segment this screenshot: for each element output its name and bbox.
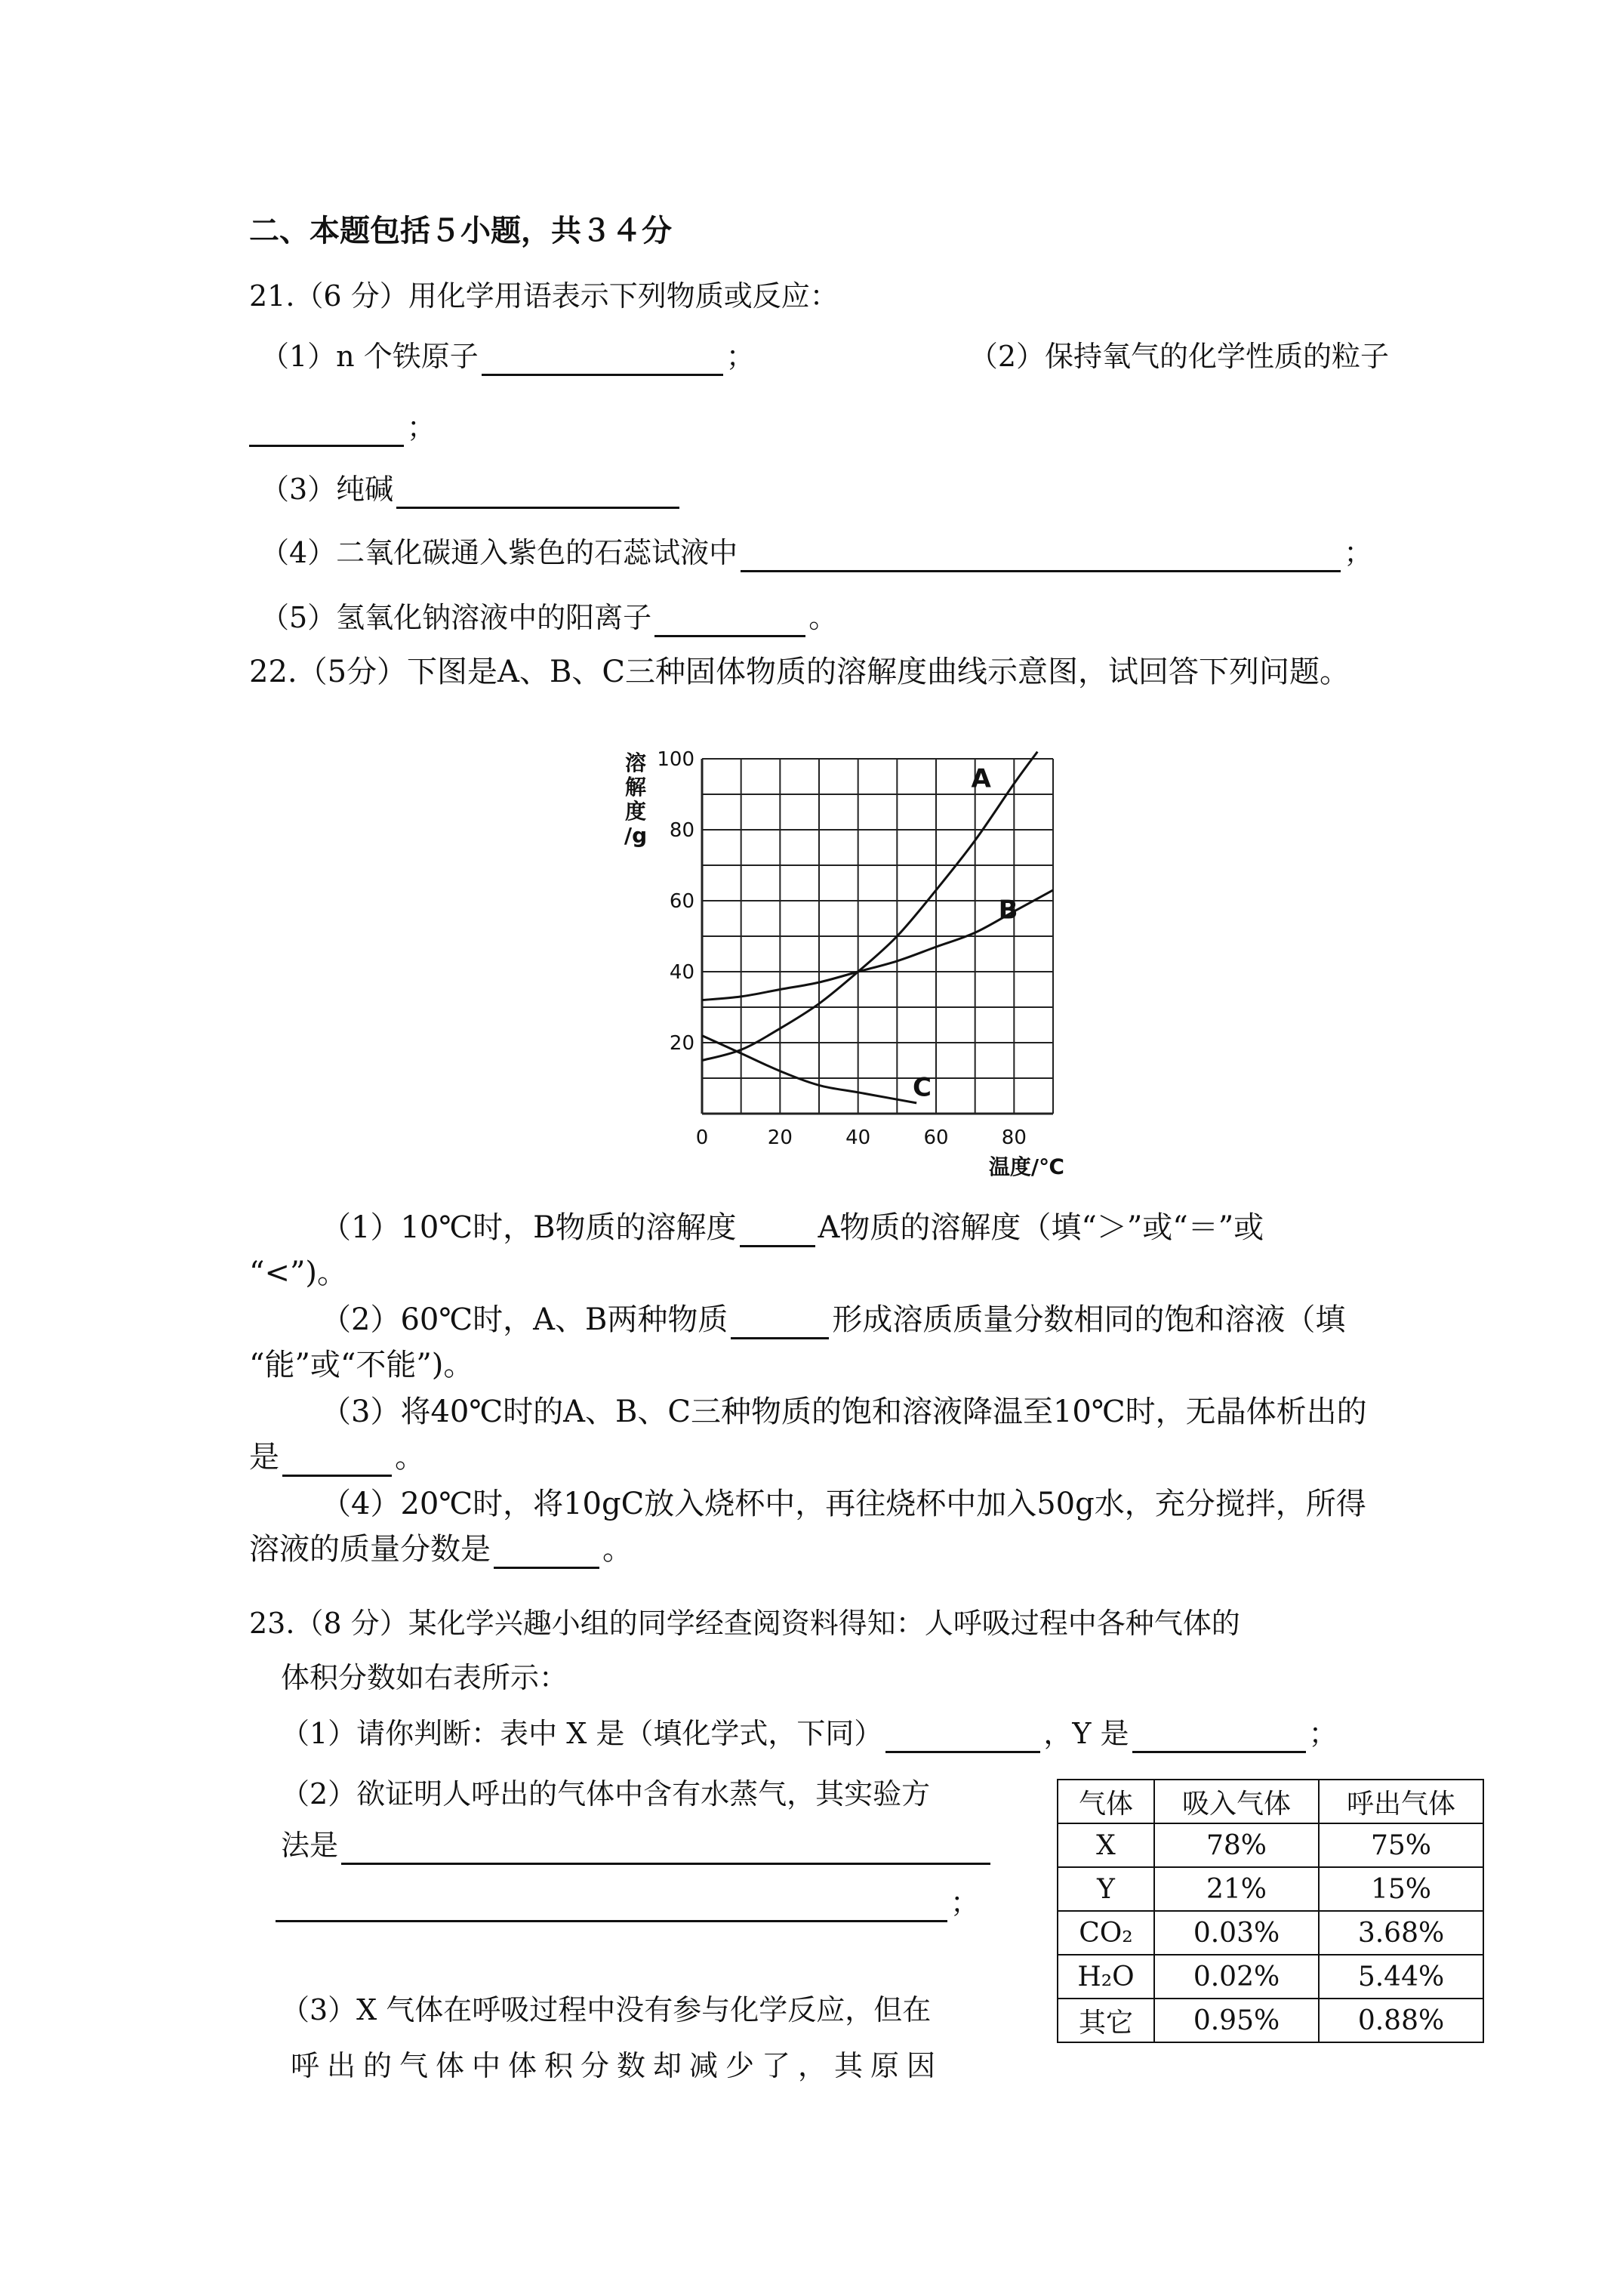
table-cell: 其它 [1058, 1999, 1154, 2042]
q21-answer-blank-4[interactable] [741, 540, 1341, 572]
table-cell: 75% [1319, 1823, 1483, 1867]
q21-part4: （4）二氧化碳通入紫色的石蕊试液中 ； [260, 533, 1372, 572]
curve-label-a: A [971, 763, 991, 794]
table-cell: H₂O [1058, 1955, 1154, 1999]
y-axis-label: 溶解度/g [624, 750, 648, 848]
x-axis-label: 温度/℃ [988, 1154, 1064, 1179]
q22-stem: 22.（5分）下图是A、B、C三种固体物质的溶解度曲线示意图，试回答下列问题。 [249, 655, 1350, 689]
x-tick-label: 60 [923, 1126, 949, 1149]
table-cell: 0.88% [1319, 1999, 1483, 2042]
q21-answer-blank-5[interactable] [654, 605, 805, 637]
q21-part3: （3）纯碱 [260, 470, 682, 509]
q22-sub4-line2: 溶液的质量分数是 。 [249, 1530, 633, 1569]
chart-curves [702, 752, 1053, 1103]
q21-answer-blank-1[interactable] [482, 344, 723, 376]
q21-row1 [260, 337, 1389, 376]
q22-answer-blank-1[interactable] [740, 1215, 815, 1247]
q23-answer-blank-1[interactable] [885, 1721, 1040, 1753]
gas-volume-table [1057, 1779, 1484, 2043]
q22-answer-blank-4[interactable] [494, 1536, 599, 1569]
table-header-row [1058, 1780, 1483, 1823]
q23-answer-blank-2[interactable] [1132, 1721, 1306, 1753]
x-tick-label: 80 [1001, 1126, 1027, 1149]
table-cell: 3.68% [1319, 1911, 1483, 1955]
q22-sub2-line1: （2）60℃时，A、B两种物质 形成溶质质量分数相同的饱和溶液（填 [321, 1300, 1345, 1339]
curve-label-c: C [913, 1072, 932, 1103]
table-row [1058, 1823, 1483, 1867]
q21-stem: 21.（6 分）用化学用语表示下列物质或反应： [249, 279, 839, 313]
q23-part2-line1: （2）欲证明人呼出的气体中含有水蒸气，其实验方 [281, 1777, 931, 1811]
table-cell: 0.03% [1154, 1911, 1319, 1955]
table-cell: 0.95% [1154, 1999, 1319, 2042]
q21-row2: ； [249, 408, 436, 447]
table-cell: CO₂ [1058, 1911, 1154, 1955]
y-tick-label: 60 [669, 890, 694, 913]
q22-sub1-line2: “<”)。 [249, 1256, 348, 1290]
q21-answer-blank-2[interactable] [249, 415, 404, 447]
table-cell: 15% [1319, 1867, 1483, 1911]
q22-answer-blank-3[interactable] [282, 1444, 392, 1477]
y-tick-label: 20 [669, 1032, 694, 1055]
q23-stem-line2: 体积分数如右表所示： [281, 1661, 568, 1694]
q21-part5: （5）氢氧化钠溶液中的阳离子 。 [260, 598, 837, 637]
table-cell: 21% [1154, 1867, 1319, 1911]
q23-stem-line1: 23.（8 分）某化学兴趣小组的同学经查阅资料得知：人呼吸过程中各种气体的 [249, 1607, 1240, 1640]
table-row [1058, 1911, 1483, 1955]
section-title: 二、本题包括５小题，共３４分 [249, 214, 672, 248]
table-row [1058, 1867, 1483, 1911]
q23-answer-blank-3[interactable] [341, 1832, 990, 1865]
y-tick-label: 100 [657, 748, 694, 771]
x-tick-label: 40 [845, 1126, 871, 1149]
y-tick-label: 80 [669, 819, 694, 842]
q22-sub1-line1: （1）10℃时，B物质的溶解度 A物质的溶解度（填“＞”或“＝”或 [321, 1208, 1264, 1247]
table-cell: X [1058, 1823, 1154, 1867]
table-cell: Y [1058, 1867, 1154, 1911]
q21-part1: （1）n 个铁原子 ； [260, 337, 755, 376]
curve-c [702, 1036, 916, 1103]
q23-part3-line2: 呼出的气体中体积分数却减少了，其原因 [291, 2049, 944, 2082]
solubility-chart [604, 740, 1072, 1208]
table-cell: 0.02% [1154, 1955, 1319, 1999]
table-header: 呼出气体 [1319, 1780, 1483, 1823]
curve-label-b: B [998, 895, 1018, 926]
q22-answer-blank-2[interactable] [731, 1307, 829, 1339]
y-tick-label: 40 [669, 961, 694, 984]
table-header: 气体 [1058, 1780, 1154, 1823]
q22-sub3-line1: （3）将40℃时的A、B、C三种物质的饱和溶液降温至10℃时，无晶体析出的 [321, 1395, 1367, 1429]
q23-part1: （1）请你判断：表中 X 是（填化学式，下同） ，Y 是 ； [281, 1714, 1338, 1753]
q22-sub3-line2: 是 。 [249, 1438, 425, 1477]
q22-sub4-line1: （4）20℃时，将10gC放入烧杯中，再往烧杯中加入50g水，充分搅拌，所得 [321, 1487, 1366, 1521]
table-row [1058, 1999, 1483, 2042]
q22-sub2-line2: “能”或“不能”)。 [249, 1348, 474, 1382]
q21-answer-blank-3[interactable] [396, 476, 679, 509]
table-cell: 78% [1154, 1823, 1319, 1867]
q23-answer-blank-4[interactable] [276, 1890, 947, 1922]
table-cell: 5.44% [1319, 1955, 1483, 1999]
table-header: 吸入气体 [1154, 1780, 1319, 1823]
table-row [1058, 1955, 1483, 1999]
q23-part2-line3: ； [276, 1883, 979, 1922]
q21-part2: （2）保持氧气的化学性质的粒子 [969, 340, 1389, 373]
x-tick-label: 0 [695, 1126, 709, 1149]
curve-a [702, 752, 1037, 1061]
x-tick-label: 20 [767, 1126, 793, 1149]
q23-part2-line2: 法是 [281, 1826, 993, 1865]
q23-part3-line1: （3）X 气体在呼吸过程中没有参与化学反应，但在 [281, 1993, 932, 2026]
